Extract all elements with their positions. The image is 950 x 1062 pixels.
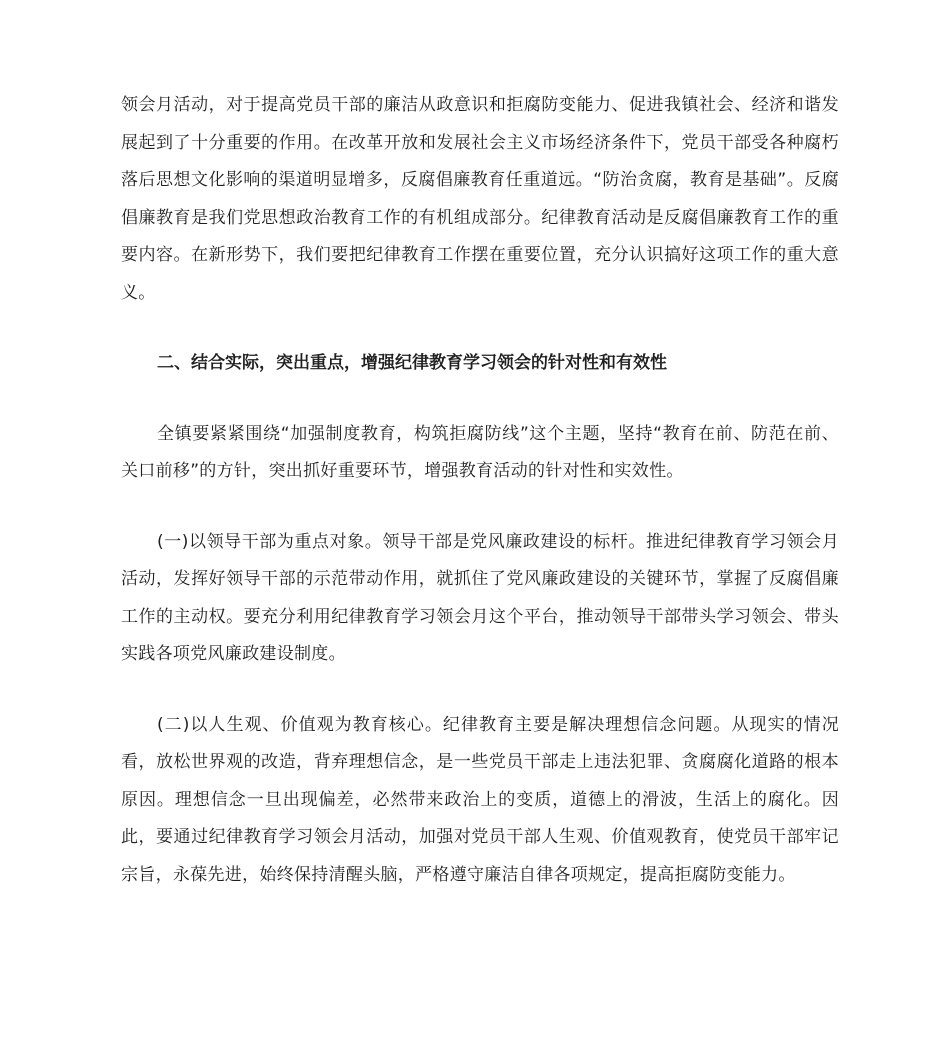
paragraph-leaders-focus: (一)以领导干部为重点对象。领导干部是党风廉政建设的标杆。推进纪律教育学习领会月活动，发挥好领导干部的示范带动作用，就抓住了党风廉政建设的关键环节，掌握了反腐倡廉工作的主动权。要充分利用纪律教育学习领会月这个平台，推动领导干部带头学习领会、带头实践各项党风廉政建设制度。 [121,531,839,664]
paragraph-values-core: (二)以人生观、价值观为教育核心。纪律教育主要是解决理想信念问题。从现实的情况看，放松世界观的改造，背弃理想信念，是一些党员干部走上违法犯罪、贪腐腐化道路的根本原因。理想信念一旦出现偏差，必然带来政治上的变质，道德上的滑波，生活上的腐化。因此，要通过纪律教育学习领会月活动，加强对党员干部人生观、价值观教育，使党员干部牢记宗旨，永葆先进，始终保持清醒头脑，严格遵守廉洁自律各项规定，提高拒腐防变能力。 [121,714,839,885]
section-heading-2: 二、结合实际，突出重点，增强纪律教育学习领会的针对性和有效性 [157,353,667,373]
document-page [121,87,839,894]
paragraph-intro-continuation: 领会月活动，对于提高党员干部的廉洁从政意识和拒腐防变能力、促进我镇社会、经济和谐发展起到了十分重要的作用。在改革开放和发展社会主义市场经济条件下，党员干部受各种腐朽落后思想文化影响的渠道明显增多，反腐倡廉教育任重道远。“防治贪腐，教育是基础”。反腐倡廉教育是我们党思想政治教育工作的有机组成部分。纪律教育活动是反腐倡廉教育工作的重要内容。在新形势下，我们要把纪律教育工作摆在重要位置，充分认识搞好这项工作的重大意义。 [121,95,839,303]
paragraph-theme: 全镇要紧紧围绕“加强制度教育，构筑拒腐防线”这个主题，坚持“教育在前、防范在前、关口前移”的方针，突出抓好重要环节，增强教育活动的针对性和实效性。 [121,423,839,481]
